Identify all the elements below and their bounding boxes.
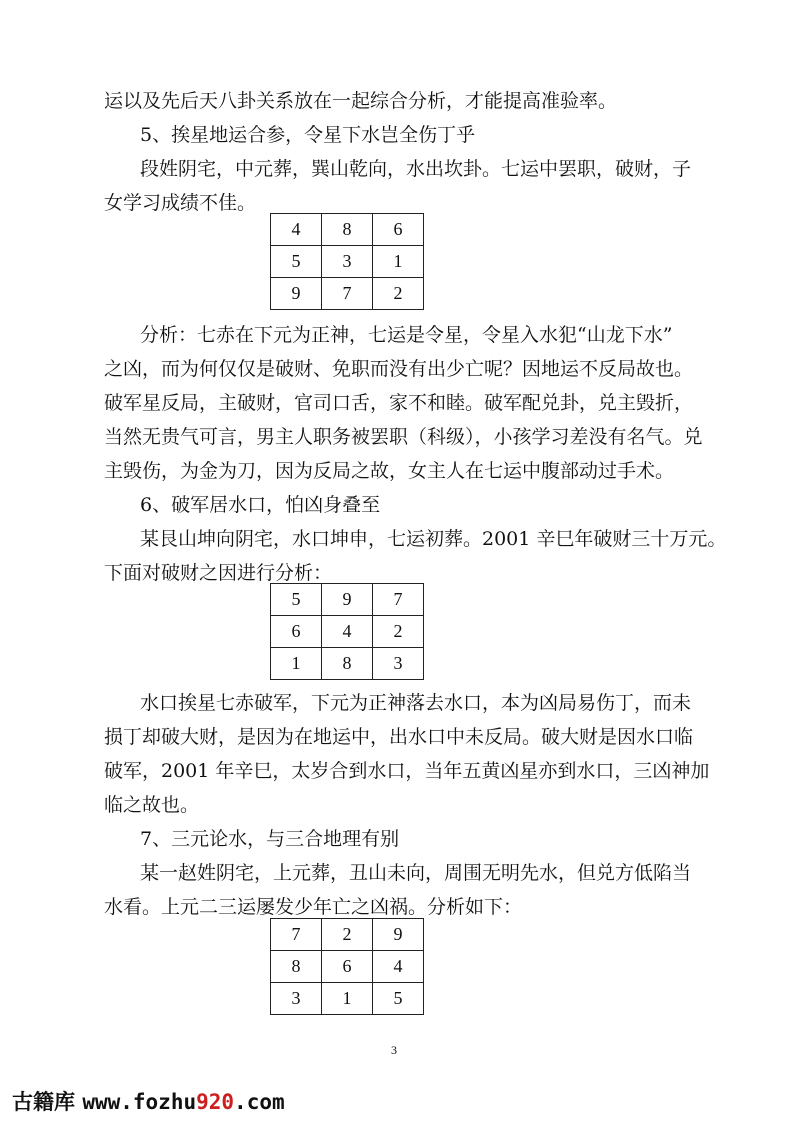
text-line: 水看。上元二三运屡发少年亡之凶祸。分析如下： [104, 896, 523, 918]
grid-cell: 3 [373, 648, 424, 680]
grid-cell: 5 [271, 584, 322, 616]
grid-cell: 4 [271, 214, 322, 246]
grid-cell: 8 [322, 648, 373, 680]
grid-cell: 9 [271, 278, 322, 310]
grid-cell: 2 [373, 278, 424, 310]
grid-cell: 3 [271, 983, 322, 1015]
text-line: 女学习成绩不佳。 [104, 192, 257, 214]
grid-cell: 7 [322, 278, 373, 310]
grid-cell: 9 [322, 584, 373, 616]
footer-watermark [12, 1086, 285, 1116]
grid-cell: 2 [373, 616, 424, 648]
grid-cell: 6 [373, 214, 424, 246]
grid-cell: 1 [373, 246, 424, 278]
flying-star-grid-3 [270, 918, 424, 1015]
text-line: 损丁却破大财，是因为在地运中，出水口中未反局。破大财是因水口临 [104, 726, 694, 748]
grid-cell: 7 [271, 919, 322, 951]
footer-url-highlight: 920 [196, 1090, 235, 1114]
flying-star-grid-2 [270, 583, 424, 680]
grid-cell: 4 [322, 616, 373, 648]
footer-brand: 古籍库 [12, 1090, 75, 1114]
section-heading: 6、破军居水口，怕凶身叠至 [140, 494, 381, 516]
text-line: 某艮山坤向阴宅，水口坤申，七运初葬。2001 辛巳年破财三十万元。 [140, 528, 727, 550]
grid-cell: 8 [322, 214, 373, 246]
grid-cell: 4 [373, 951, 424, 983]
text-line: 破军星反局，主破财，官司口舌，家不和睦。破军配兑卦，兑主毁折， [104, 392, 694, 414]
grid-cell: 8 [271, 951, 322, 983]
flying-star-grid-1 [270, 213, 424, 310]
text-line: 下面对破财之因进行分析： [104, 562, 333, 584]
text-line: 运以及先后天八卦关系放在一起综合分析，才能提高准验率。 [104, 90, 618, 112]
grid-cell: 5 [271, 246, 322, 278]
text-line: 主毁伤，为金为刀，因为反局之故，女主人在七运中腹部动过手术。 [104, 460, 675, 482]
grid-cell: 2 [322, 919, 373, 951]
grid-cell: 1 [322, 983, 373, 1015]
text-line: 临之故也。 [104, 794, 200, 816]
page-number: 3 [391, 1043, 397, 1057]
section-heading: 5、挨星地运合参，令星下水岂全伤丁乎 [140, 124, 476, 146]
grid-cell: 6 [322, 951, 373, 983]
text-line: 某一赵姓阴宅，上元葬，丑山未向，周围无明先水，但兑方低陷当 [140, 862, 692, 884]
text-line: 破军，2001 年辛巳，太岁合到水口，当年五黄凶星亦到水口，三凶神加 [104, 760, 710, 782]
grid-cell: 7 [373, 584, 424, 616]
grid-cell: 1 [271, 648, 322, 680]
text-line: 水口挨星七赤破军，下元为正神落去水口，本为凶局易伤丁，而未 [140, 692, 692, 714]
section-heading: 7、三元论水，与三合地理有别 [140, 828, 400, 850]
text-line: 段姓阴宅，中元葬，巽山乾向，水出坎卦。七运中罢职，破财，子 [140, 158, 692, 180]
footer-url-suffix: .com [234, 1090, 285, 1114]
grid-cell: 5 [373, 983, 424, 1015]
footer-url[interactable] [82, 1090, 284, 1114]
text-line: 当然无贵气可言，男主人职务被罢职（科级），小孩学习差没有名气。兑 [104, 426, 703, 448]
grid-cell: 6 [271, 616, 322, 648]
grid-cell: 3 [322, 246, 373, 278]
footer-url-prefix: www.fozhu [82, 1090, 197, 1114]
grid-cell: 9 [373, 919, 424, 951]
text-line: 分析：七赤在下元为正神，七运是令星，令星入水犯“山龙下水” [140, 324, 673, 346]
text-line: 之凶，而为何仅仅是破财、免职而没有出少亡呢？因地运不反局故也。 [104, 358, 694, 380]
